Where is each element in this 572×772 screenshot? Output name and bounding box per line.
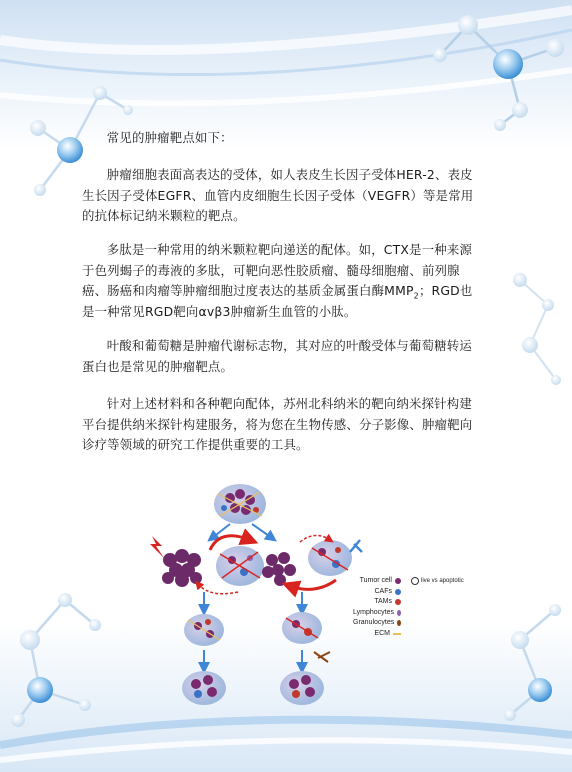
legend-label: CAFs bbox=[374, 587, 392, 595]
p2-part-a: 多肽是一种常用的纳米颗粒靶向递送的配体。如，CTX是一种来源于色列蝎子的毒液的多肽，可靶向恶性胶质瘤、髓母细胞瘤、前列腺癌、肠癌和肉瘤等肿瘤细胞过度表达的基质金属蛋白酶MMP bbox=[82, 242, 473, 298]
tam-icon bbox=[395, 599, 401, 605]
legend-label: TAMs bbox=[374, 598, 392, 605]
paragraph-receptors bbox=[82, 165, 482, 227]
legend-row-tumor bbox=[353, 576, 401, 587]
legend-row-ecm bbox=[353, 629, 401, 640]
paragraph-platform-text: 针对上述材料和各种靶向配体，苏州北科纳米的靶向纳米探针构建平台提供纳米探针构建服务，将为您在生物传感、分子影像、肿瘤靶向诊疗等领域的研究工作提供重要的工具。 bbox=[82, 396, 473, 452]
bottom-left-cluster bbox=[182, 671, 226, 705]
left-microenvironment bbox=[216, 546, 264, 586]
figure-legend bbox=[353, 576, 464, 639]
paragraph-peptides bbox=[82, 240, 482, 322]
inhibitor-icon bbox=[350, 540, 362, 552]
heading-text: 常见的肿瘤靶点如下： bbox=[106, 130, 233, 145]
legend-label: Granulocytes bbox=[353, 619, 395, 626]
p2-subscript: 2 bbox=[413, 291, 419, 301]
top-tumor-cluster bbox=[214, 484, 266, 524]
legend-label: Tumor cell bbox=[359, 577, 392, 584]
legend-row-gran bbox=[353, 618, 401, 629]
legend-label: ECM bbox=[374, 629, 390, 637]
paragraph-metabolism bbox=[82, 336, 482, 377]
apoptosis-label: live vs apoptotic bbox=[421, 578, 464, 584]
caf-icon bbox=[395, 589, 401, 595]
legend-label: Lymphocytes bbox=[353, 608, 394, 616]
ecm-icon bbox=[393, 633, 401, 635]
legend-row-caf bbox=[353, 587, 401, 598]
paragraph-metabolism-text: 叶酸和葡萄糖是肿瘤代谢标志物，其对应的叶酸受体与葡萄糖转运蛋白也是常见的肿瘤靶点。 bbox=[82, 338, 472, 374]
legend-row-tam bbox=[353, 597, 401, 608]
paragraph-receptors-text: 肿瘤细胞表面高表达的受体，如人表皮生长因子受体HER-2、表皮生长因子受体EGFR、血管内皮细胞生长因子受体（VEGFR）等是常用的抗体标记纳米颗粒的靶点。 bbox=[82, 167, 474, 223]
paragraph-peptides-text bbox=[82, 240, 482, 322]
bottom-right-cluster bbox=[280, 671, 324, 705]
apoptosis-key bbox=[411, 576, 464, 587]
granulocyte-icon bbox=[397, 620, 401, 626]
right-microenvironment bbox=[308, 540, 352, 576]
lymphocyte-icon bbox=[397, 610, 401, 616]
live-apoptotic-icon bbox=[411, 577, 419, 585]
lower-left-cluster bbox=[184, 614, 224, 646]
p2-part-b: ；RGD也是一种常见RGD靶向αvβ3肿瘤新生血管的小肽。 bbox=[82, 283, 473, 319]
left-tumor-mass bbox=[162, 549, 202, 587]
tumor-cell-icon bbox=[395, 578, 401, 584]
legend-row-lymph bbox=[353, 608, 401, 619]
right-tumor-mass bbox=[262, 552, 296, 586]
paragraph-platform bbox=[82, 394, 482, 456]
lower-right-cluster bbox=[282, 612, 322, 644]
section-heading bbox=[82, 128, 482, 149]
lightning-icon bbox=[150, 536, 164, 558]
